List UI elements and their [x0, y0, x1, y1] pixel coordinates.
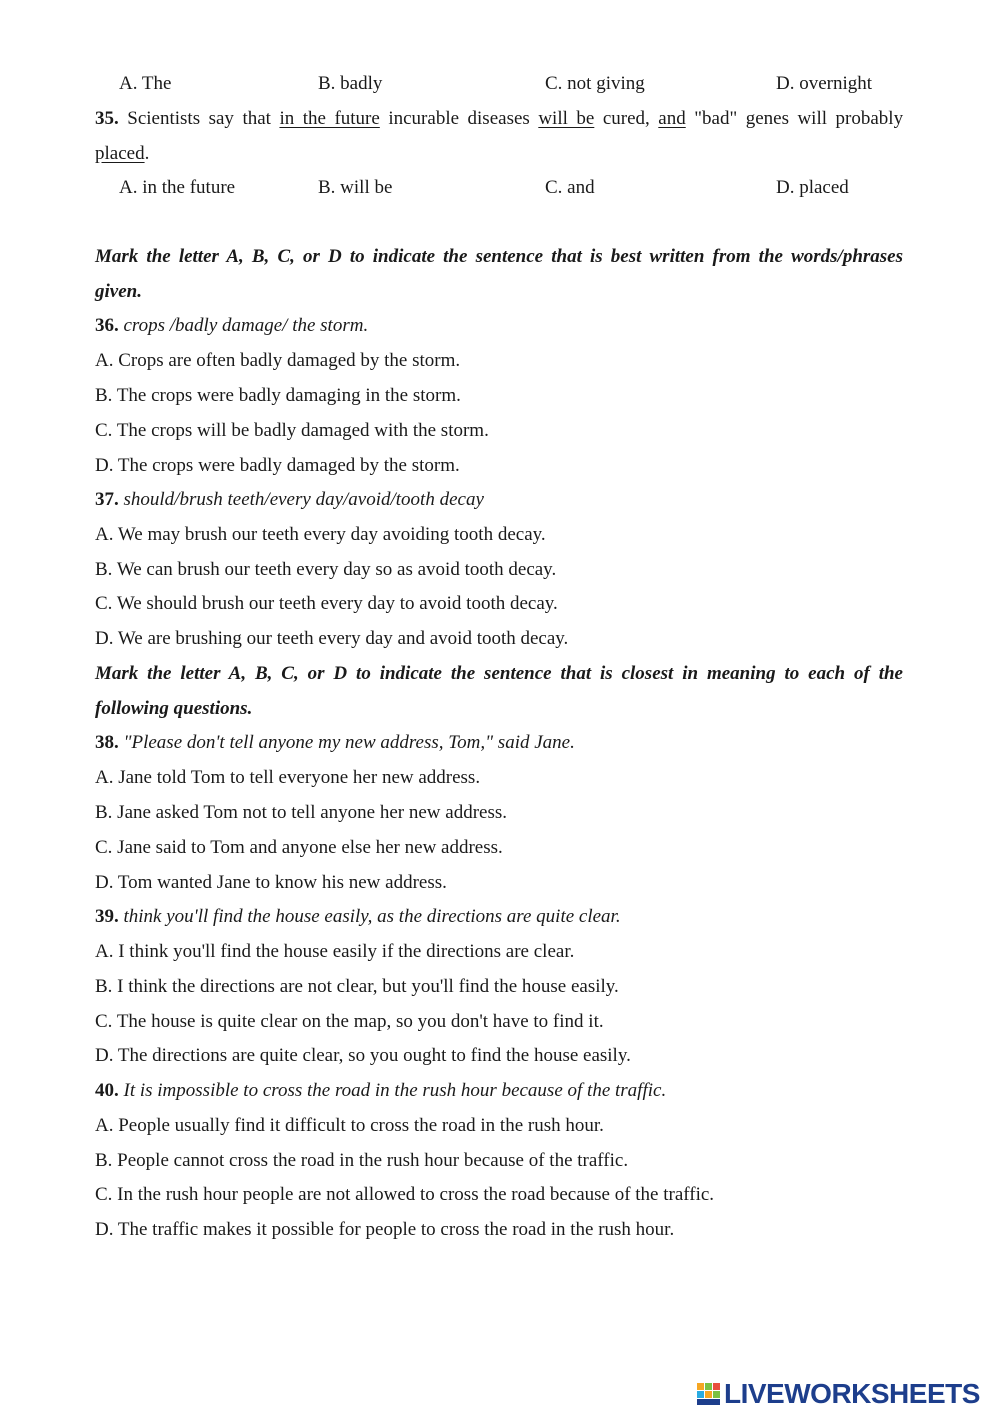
- q36-option-d: D. The crops were badly damaged by the storm.: [95, 455, 460, 476]
- q38-prompt-text: "Please don't tell anyone my new address, Tom," said Jane.: [123, 732, 575, 753]
- q37-option-a: A. We may brush our teeth every day avoiding tooth decay.: [95, 524, 546, 545]
- q38-option-c: C. Jane said to Tom and anyone else her new address.: [95, 837, 503, 858]
- q35-underlined-a: in the future: [279, 108, 380, 129]
- q37-option-d: D. We are brushing our teeth every day and avoid tooth decay.: [95, 628, 569, 649]
- q35-option-a: A. in the future: [119, 177, 236, 198]
- q35-underlined-c: and: [658, 108, 686, 129]
- q35-stem-line-2: [95, 142, 149, 166]
- q35-option-b: B. will be: [318, 177, 393, 198]
- q38-number: 38.: [95, 732, 119, 753]
- q35-number: 35.: [95, 108, 119, 129]
- q36-option-b: B. The crops were badly damaging in the storm.: [95, 385, 461, 406]
- section-heading-written: Mark the letter A, B, C, or D to indicate the sentence that is best written from the words/phrases: [95, 246, 903, 267]
- q36-prompt: [95, 314, 368, 338]
- q37-option-c: C. We should brush our teeth every day to avoid tooth decay.: [95, 593, 558, 614]
- q35-underlined-d: placed: [95, 143, 145, 164]
- q35-stem: [95, 107, 903, 131]
- q39-number: 39.: [95, 906, 119, 927]
- section-heading-meaning-line-2: following questions.: [95, 698, 253, 719]
- q39-prompt: [95, 905, 621, 929]
- q34-option-a: A. The: [119, 73, 172, 94]
- q40-option-d: D. The traffic makes it possible for people to cross the road in the rush hour.: [95, 1219, 675, 1240]
- q34-option-d: D. overnight: [776, 73, 873, 94]
- q38-prompt: [95, 731, 575, 755]
- q36-option-a: A. Crops are often badly damaged by the storm.: [95, 350, 461, 371]
- q39-option-a: A. I think you'll find the house easily if the directions are clear.: [95, 941, 575, 962]
- q40-prompt: [95, 1079, 666, 1103]
- section-heading-meaning: Mark the letter A, B, C, or D to indicate the sentence that is closest in meaning to each of the: [95, 663, 903, 684]
- q35-text-5: .: [144, 143, 150, 164]
- liveworksheets-logo-icon: [696, 1381, 722, 1407]
- q38-option-d: D. Tom wanted Jane to know his new address.: [95, 872, 447, 893]
- q35-option-c: C. and: [545, 177, 595, 198]
- q34-option-b: B. badly: [318, 73, 383, 94]
- q35-text-3: cured,: [602, 108, 650, 129]
- q39-prompt-text: think you'll find the house easily, as the directions are quite clear.: [123, 906, 621, 927]
- q40-option-c: C. In the rush hour people are not allowed to cross the road because of the traffic.: [95, 1184, 715, 1205]
- q35-underlined-b: will be: [538, 108, 595, 129]
- q38-option-b: B. Jane asked Tom not to tell anyone her new address.: [95, 802, 507, 823]
- q39-option-c: C. The house is quite clear on the map, so you don't have to find it.: [95, 1011, 604, 1032]
- q39-option-d: D. The directions are quite clear, so you ought to find the house easily.: [95, 1045, 631, 1066]
- q34-option-c: C. not giving: [545, 73, 645, 94]
- q35-text-2: incurable diseases: [388, 108, 530, 129]
- q40-option-b: B. People cannot cross the road in the rush hour because of the traffic.: [95, 1150, 629, 1171]
- q40-option-a: A. People usually find it difficult to cross the road in the rush hour.: [95, 1115, 604, 1136]
- q39-option-b: B. I think the directions are not clear, but you'll find the house easily.: [95, 976, 619, 997]
- q35-text-4: "bad" genes will probably: [694, 108, 904, 129]
- q35-option-d: D. placed: [776, 177, 849, 198]
- q35-text-1: Scientists say that: [127, 108, 271, 129]
- liveworksheets-logo-text: LIVEWORKSHEETS: [724, 1378, 980, 1409]
- section-heading-written-line-2: given.: [95, 281, 142, 302]
- q37-option-b: B. We can brush our teeth every day so as avoid tooth decay.: [95, 559, 557, 580]
- q40-prompt-text: It is impossible to cross the road in the rush hour because of the traffic.: [123, 1080, 667, 1101]
- q37-prompt: [95, 488, 484, 512]
- q36-number: 36.: [95, 315, 119, 336]
- q37-number: 37.: [95, 489, 119, 510]
- q37-prompt-text: should/brush teeth/every day/avoid/tooth decay: [123, 489, 484, 510]
- q36-option-c: C. The crops will be badly damaged with the storm.: [95, 420, 489, 441]
- q38-option-a: A. Jane told Tom to tell everyone her new address.: [95, 767, 481, 788]
- liveworksheets-logo: [696, 1378, 980, 1410]
- q40-number: 40.: [95, 1080, 119, 1101]
- q36-prompt-text: crops /badly damage/ the storm.: [123, 315, 369, 336]
